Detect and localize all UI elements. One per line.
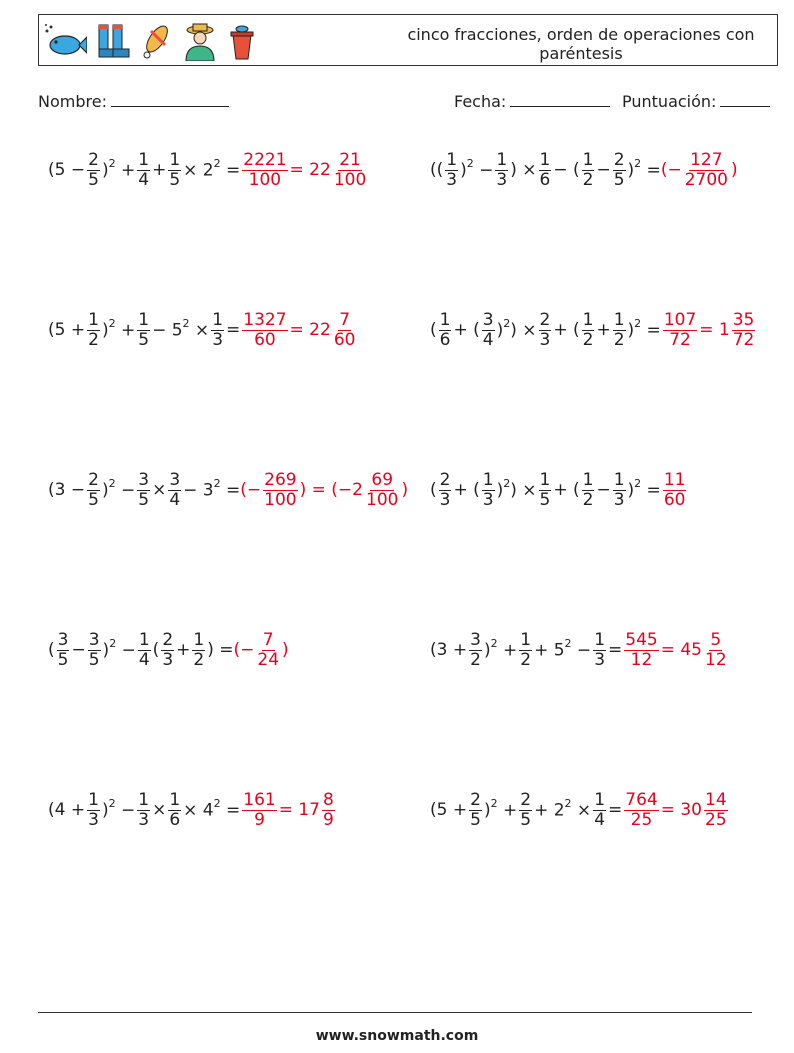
- date-field: [454, 92, 610, 111]
- date-blank[interactable]: [510, 92, 610, 107]
- worksheet-title: cinco fracciones, orden de operaciones con paréntesis: [407, 25, 755, 63]
- problem-8: (3 + $\frac{3}{2}$ )$^2$ + $\frac{1}{2}$ + $5^2$ − $\frac{1}{3}$ = $\frac{545}{12}$ = 45 $\frac{5}{12}$: [430, 629, 727, 670]
- bucket-icon: [225, 21, 259, 61]
- answer-4: $\frac{107}{72}$: [663, 309, 697, 350]
- problem-3: (5 + $\frac{1}{2}$ )$^2$ + $\frac{1}{5}$ − $5^2$ × $\frac{1}{3}$ = $\frac{1327}{60}$ = 22 $\frac{7}{60}$: [48, 309, 356, 350]
- fish-icon: [43, 21, 87, 61]
- problem-2: (( $\frac{1}{3}$ )$^2$ − $\frac{1}{3}$ ) × $\frac{1}{6}$ − ( $\frac{1}{2}$ − $\frac{2}{5}$ )$^2$ = (− $\frac{127}{2700}$ ): [430, 149, 738, 190]
- problem-10: (5 + $\frac{2}{5}$ )$^2$ + $\frac{2}{5}$ + $2^2$ × $\frac{1}{4}$ = $\frac{764}{25}$ = 30 $\frac{14}{25}$: [430, 789, 727, 830]
- boots-icon: [93, 21, 133, 61]
- answer-9: $\frac{161}{9}$: [243, 789, 276, 830]
- problem-6: ( $\frac{2}{3}$ + ( $\frac{1}{3}$ )$^2$) × $\frac{1}{5}$ + ( $\frac{1}{2}$ − $\frac{1}{3}$ )$^2$ = $\frac{11}{60}$: [430, 469, 686, 510]
- name-blank[interactable]: [111, 92, 229, 107]
- answer-10: $\frac{764}{25}$: [625, 789, 658, 830]
- header-icons: [43, 19, 259, 63]
- score-label: Puntuación:: [622, 92, 717, 111]
- answer-2: $\frac{127}{2700}$: [684, 149, 728, 190]
- answer-6: $\frac{11}{60}$: [663, 469, 686, 510]
- answer-5: $\frac{269}{100}$: [264, 469, 297, 510]
- name-label: Nombre:: [38, 92, 107, 111]
- date-label: Fecha:: [454, 92, 507, 111]
- problem-1: (5 − $\frac{2}{5}$ )$^2$ + $\frac{1}{4}$ + $\frac{1}{5}$ × $2^2$ = $\frac{2221}{100}$ = 22 $\frac{21}{100}$: [48, 149, 367, 190]
- problem-7: ( $\frac{3}{5}$ − $\frac{3}{5}$ )$^2$ − $\frac{1}{4}$ ( $\frac{2}{3}$ + $\frac{1}{2}$ ) = (− $\frac{7}{24}$ ): [48, 629, 289, 670]
- footer-divider: [38, 1012, 752, 1013]
- score-blank[interactable]: [720, 92, 770, 107]
- footer-site[interactable]: www.snowmath.com: [315, 1028, 479, 1044]
- fishing-lure-icon: [139, 21, 175, 61]
- worksheet-header: [38, 14, 778, 66]
- problem-9: (4 + $\frac{1}{3}$ )$^2$ − $\frac{1}{3}$ × $\frac{1}{6}$ × $4^2$ = $\frac{161}{9}$ = 17 $\frac{8}{9}$: [48, 789, 334, 830]
- answer-1: $\frac{2221}{100}$: [243, 149, 287, 190]
- problem-5: (3 − $\frac{2}{5}$ )$^2$ − $\frac{3}{5}$ × $\frac{3}{4}$ − $3^2$ = (− $\frac{269}{100}$ ) = (−2 $\frac{69}{100}$ ): [48, 469, 409, 510]
- answer-7: $\frac{7}{24}$: [257, 629, 280, 670]
- score-field: [622, 92, 770, 111]
- fisherman-icon: [181, 21, 219, 61]
- problem-4: ( $\frac{1}{6}$ + ( $\frac{3}{4}$ )$^2$) × $\frac{2}{3}$ + ( $\frac{1}{2}$ + $\frac{1}{2}$ )$^2$ = $\frac{107}{72}$ = 1 $\frac{35}{72}$: [430, 309, 755, 350]
- name-field: [38, 92, 229, 111]
- answer-3: $\frac{1327}{60}$: [243, 309, 287, 350]
- answer-8: $\frac{545}{12}$: [625, 629, 658, 670]
